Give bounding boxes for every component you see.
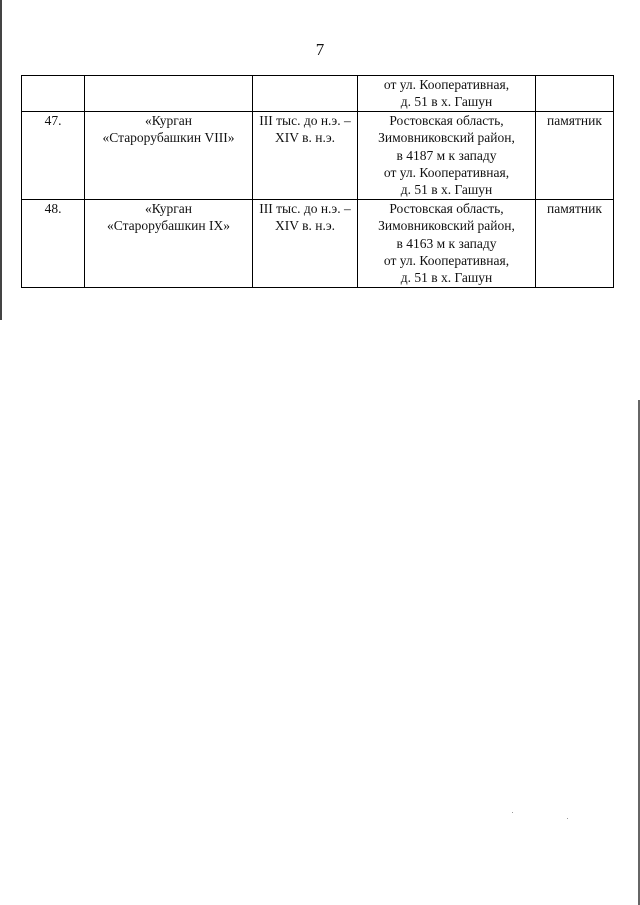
- table-row-continuation: [22, 76, 614, 112]
- cell-date: [253, 199, 358, 287]
- table-row: [22, 111, 614, 199]
- scan-speck: [512, 812, 513, 813]
- location-line: Зимовниковский район,: [378, 130, 515, 146]
- location-line: д. 51 в х. Гашун: [400, 270, 493, 286]
- location-line: в 4187 м к западу: [396, 147, 497, 163]
- location-line: Зимовниковский район,: [378, 218, 515, 234]
- cell-location: [358, 111, 536, 199]
- monuments-table: [21, 75, 614, 288]
- location-line: Ростовская область,: [389, 112, 504, 128]
- name-line: «Курган: [145, 112, 192, 128]
- page-number: 7: [315, 40, 325, 59]
- name-line: «Старорубашкин VIII»: [102, 130, 235, 146]
- cell-number: 48.: [22, 199, 85, 287]
- location-line: в 4163 м к западу: [396, 235, 497, 251]
- scan-speck: [567, 818, 568, 819]
- location-line: д. 51 в х. Гашун: [400, 182, 493, 198]
- location-line: от ул. Кооперативная,: [383, 165, 510, 181]
- location-line: д. 51 в х. Гашун: [400, 94, 493, 110]
- location-line: от ул. Кооперативная,: [383, 77, 510, 92]
- location-line: Ростовская область,: [389, 200, 504, 216]
- name-line: «Старорубашкин IX»: [107, 218, 230, 234]
- cell-name: [85, 199, 253, 287]
- cell-number: 47.: [22, 111, 85, 199]
- date-line: III тыс. до н.э. –: [259, 200, 351, 216]
- cell-name: [85, 76, 253, 112]
- cell-date: [253, 111, 358, 199]
- cell-location: [358, 199, 536, 287]
- cell-number: [22, 76, 85, 112]
- cell-name: [85, 111, 253, 199]
- cell-location: [358, 76, 536, 112]
- cell-category: [536, 76, 614, 112]
- location-line: от ул. Кооперативная,: [383, 253, 510, 269]
- name-line: «Курган: [145, 200, 192, 216]
- date-line: XIV в. н.э.: [274, 218, 336, 234]
- date-line: XIV в. н.э.: [274, 130, 336, 146]
- cell-category: памятник: [536, 199, 614, 287]
- cell-date: [253, 76, 358, 112]
- table-row: [22, 199, 614, 287]
- date-line: III тыс. до н.э. –: [259, 112, 351, 128]
- cell-category: памятник: [536, 111, 614, 199]
